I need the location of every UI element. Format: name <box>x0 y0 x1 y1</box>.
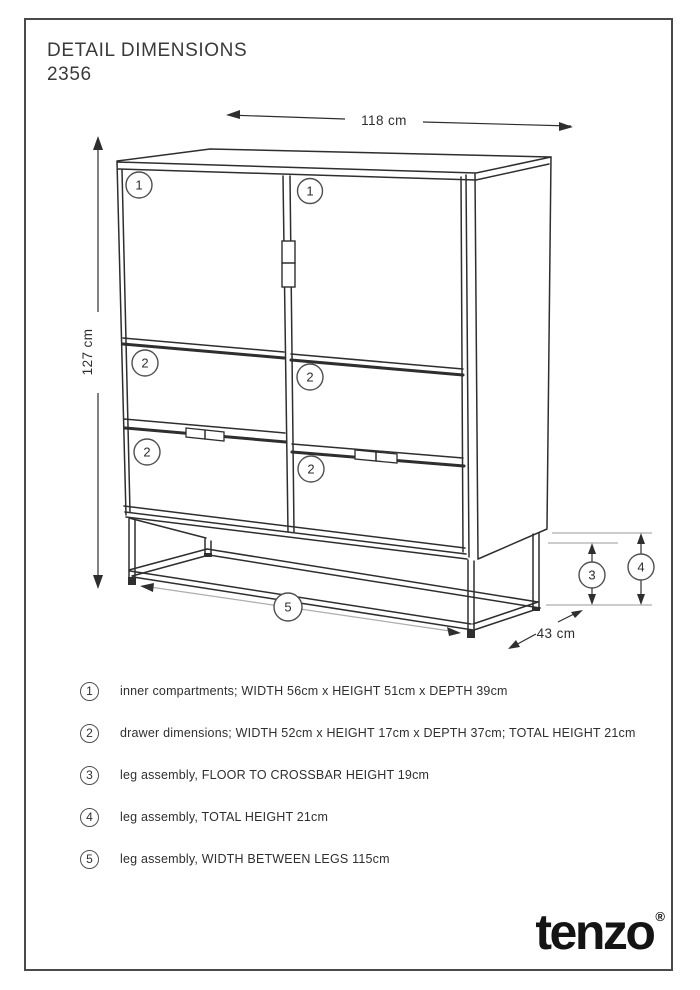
legend-item-5 <box>80 849 636 869</box>
front-right-foot <box>467 630 475 638</box>
front-crossbar <box>130 571 473 630</box>
callout-4-leg-height: 4 <box>637 559 645 575</box>
back-right-foot <box>532 607 540 611</box>
arrowhead-left-icon <box>226 110 240 119</box>
callout-2-left-drawer1: 2 <box>141 355 149 371</box>
callout-2-right-drawer2: 2 <box>307 461 315 477</box>
legend-item-3 <box>80 765 636 785</box>
front-right-leg <box>468 560 474 637</box>
cabinet-bottom-edges <box>124 506 467 559</box>
cabinet-front <box>117 162 547 559</box>
legend-item-2 <box>80 723 636 743</box>
front-left-leg <box>129 519 135 583</box>
top-face-outline <box>117 149 551 180</box>
cabinet-back-right-edge <box>547 157 551 528</box>
left-crossbar <box>129 549 209 576</box>
arrowhead-up-icon <box>93 136 103 150</box>
back-left-foot <box>204 553 212 557</box>
divider1-gap-line <box>123 338 463 369</box>
arrowhead-up-icon <box>637 533 645 544</box>
front-right-edge <box>466 174 478 559</box>
back-crossbar <box>207 549 540 608</box>
arrowhead-down-icon <box>588 594 596 605</box>
cabinet-top <box>117 149 551 528</box>
legend <box>80 681 636 891</box>
brand-logo-text: tenzo <box>535 904 654 960</box>
arrowhead-left-icon <box>140 583 154 592</box>
legend-text-3: leg assembly, FLOOR TO CROSSBAR HEIGHT 19cm <box>120 768 430 782</box>
page-title: DETAIL DIMENSIONS <box>47 40 248 61</box>
legend-text-4: leg assembly, TOTAL HEIGHT 21cm <box>120 810 329 824</box>
callout-2-left-drawer2: 2 <box>143 444 151 460</box>
legend-item-1 <box>80 681 636 701</box>
arrowhead-right-icon <box>559 122 573 131</box>
legend-badge-1: 1 <box>80 682 99 701</box>
divider2-shadow-line <box>125 428 464 466</box>
depth-dimension <box>508 610 583 649</box>
callout-1-right-door: 1 <box>306 183 314 199</box>
arrowhead-down-icon <box>93 575 103 589</box>
legend-text-2: drawer dimensions; WIDTH 52cm x HEIGHT 17cm x DEPTH 37cm; TOTAL HEIGHT 21cm <box>120 726 636 740</box>
arrowhead-up-icon <box>588 543 596 554</box>
registered-trademark-icon: ® <box>655 909 665 924</box>
legend-text-5: leg assembly, WIDTH BETWEEN LEGS 115cm <box>120 852 390 866</box>
height-dimension <box>80 136 103 589</box>
legend-text-1: inner compartments; WIDTH 56cm x HEIGHT 51cm x DEPTH 39cm <box>120 684 508 698</box>
front-left-foot <box>128 577 136 585</box>
width-dimension-label: 118 cm <box>361 113 407 128</box>
width-dimension <box>226 110 573 131</box>
arrowhead-upright-icon <box>571 610 583 618</box>
door-latch <box>282 241 295 287</box>
depth-dimension-label: 43 cm <box>536 626 576 641</box>
model-number: 2356 <box>47 64 92 85</box>
divider1-shadow-line <box>123 344 463 375</box>
legend-badge-4: 4 <box>80 808 99 827</box>
callout-5-leg-width: 5 <box>284 599 292 615</box>
arrowhead-down-icon <box>637 594 645 605</box>
arrowhead-downleft-icon <box>508 640 520 649</box>
callout-1-left-door: 1 <box>135 177 143 193</box>
legend-badge-3: 3 <box>80 766 99 785</box>
legend-badge-5: 5 <box>80 850 99 869</box>
legend-item-4 <box>80 807 636 827</box>
height-dimension-label: 127 cm <box>80 328 95 376</box>
callout-2-right-drawer1: 2 <box>306 369 314 385</box>
brand-logo <box>535 904 665 960</box>
callout-3-crossbar: 3 <box>588 567 596 583</box>
legend-badge-2: 2 <box>80 724 99 743</box>
right-door-edge <box>461 177 463 552</box>
back-right-leg <box>533 533 539 610</box>
